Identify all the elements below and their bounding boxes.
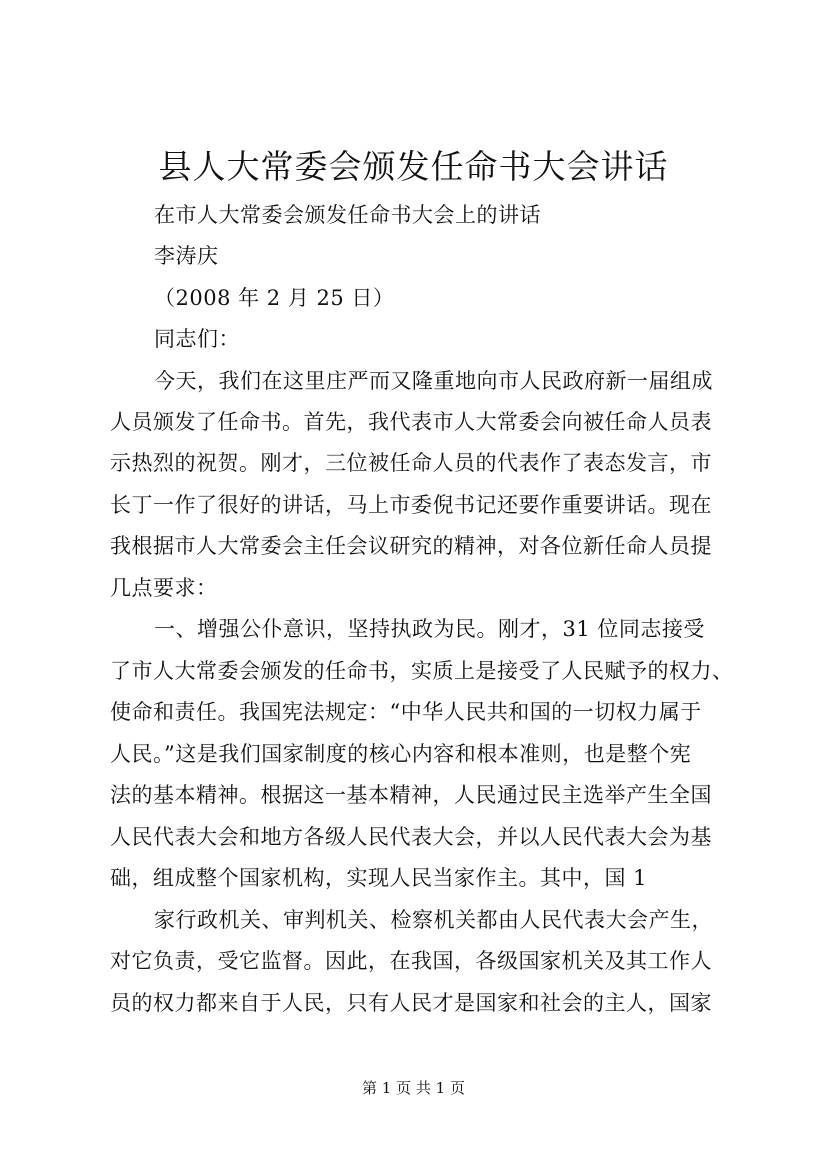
body-line: 几点要求： — [110, 576, 218, 600]
body-line: 员的权力都来自于人民，只有人民才是国家和社会的主人，国家 — [110, 991, 712, 1015]
body-line: 人民代表大会和地方各级人民代表大会，并以人民代表大会为基 — [110, 825, 712, 849]
body-line: 一、增强公仆意识，坚持执政为民。刚才，31 位同志接受 — [154, 617, 705, 641]
body-line: 今天，我们在这里庄严而又隆重地向市人民政府新一届组成 — [154, 369, 713, 393]
salutation: 同志们： — [154, 327, 240, 351]
body-line: 长丁一作了很好的讲话，马上市委倪书记还要作重要讲话。现在 — [110, 493, 712, 517]
speaker-name: 李涛庆 — [154, 244, 219, 268]
body-line: 家行政机关、审判机关、检察机关都由人民代表大会产生， — [154, 908, 713, 932]
page-number-footer: 第 1 页 共 1 页 — [362, 1079, 465, 1097]
body-line: 础，组成整个国家机构，实现人民当家作主。其中，国 1 — [110, 866, 648, 890]
body-line: 人民。”这是我们国家制度的核心内容和根本准则，也是整个宪 — [110, 742, 692, 766]
body-line: 对它负责，受它监督。因此，在我国，各级国家机关及其工作人 — [110, 949, 712, 973]
body-line: 我根据市人大常委会主任会议研究的精神，对各位新任命人员提 — [110, 534, 712, 558]
speech-subtitle: 在市人大常委会颁发任命书大会上的讲话 — [154, 203, 541, 227]
document-title: 县人大常委会颁发任命书大会讲话 — [158, 147, 669, 186]
body-line: 法的基本精神。根据这一基本精神，人民通过民主选举产生全国 — [110, 783, 712, 807]
body-line: 了市人大常委会颁发的任命书，实质上是接受了人民赋予的权力、 — [110, 659, 734, 683]
body-line: 示热烈的祝贺。刚才，三位被任命人员的代表作了表态发言，市 — [110, 451, 712, 475]
body-line: 使命和责任。我国宪法规定：“中华人民共和国的一切权力属于 — [110, 700, 702, 724]
body-line: 人员颁发了任命书。首先，我代表市人大常委会向被任命人员表 — [110, 410, 712, 434]
speech-date: （2008 年 2 月 25 日） — [154, 286, 395, 310]
